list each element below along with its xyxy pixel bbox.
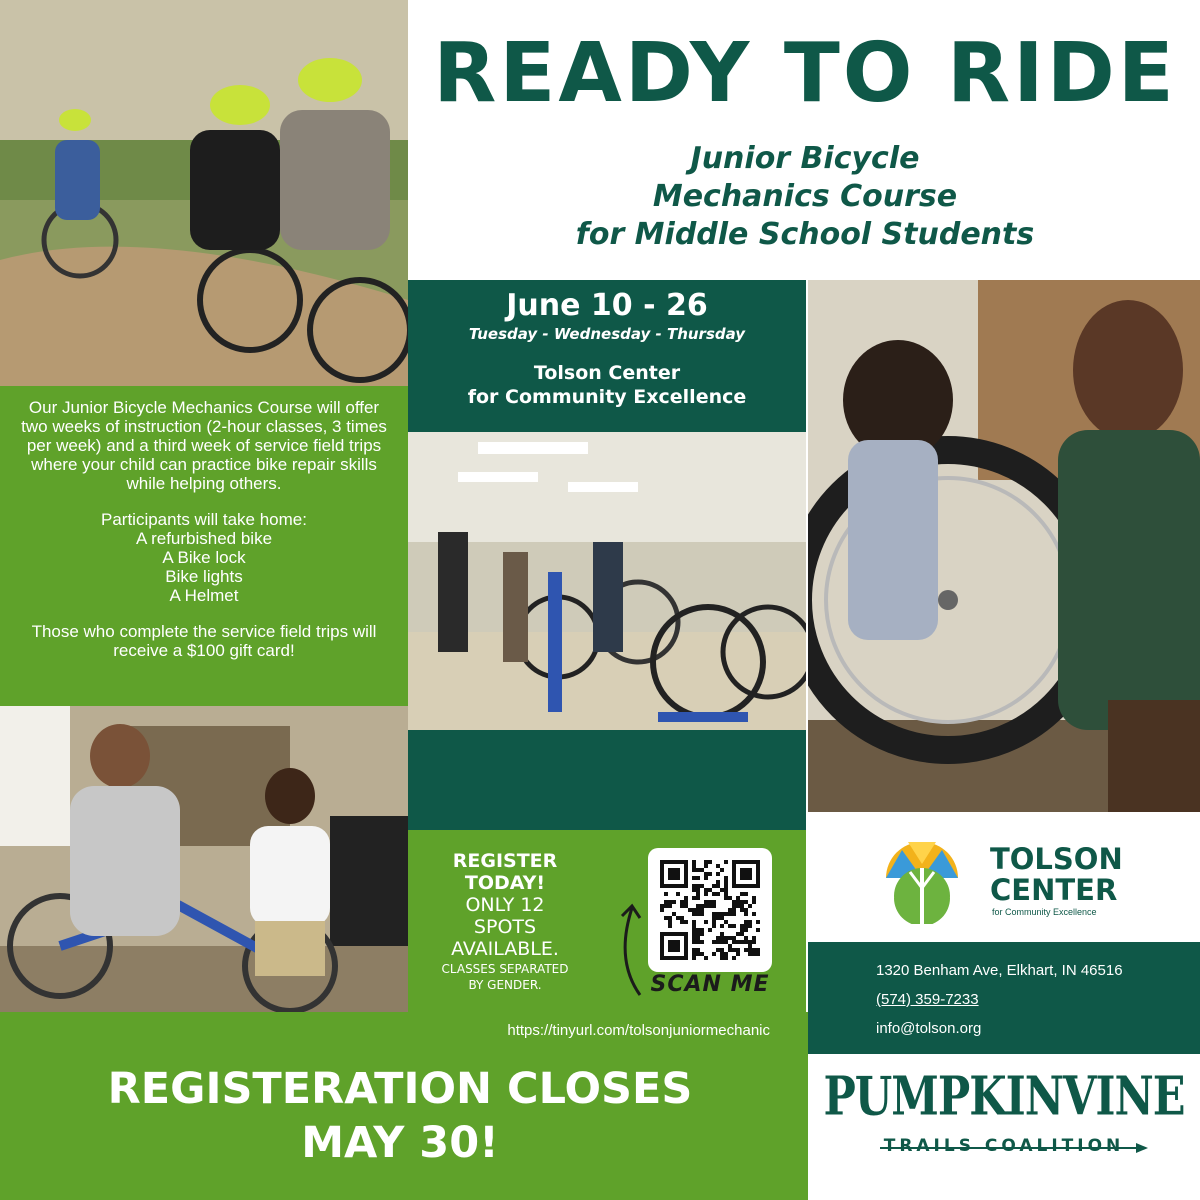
closes-line-2: MAY 30! (301, 1118, 499, 1168)
register-callout (440, 850, 570, 992)
tolson-name-line-2: CENTER (990, 873, 1118, 907)
closes-line-1: REGISTERATION CLOSES (107, 1064, 693, 1114)
qr-code-icon (660, 860, 760, 960)
trail-arrow-icon (880, 1140, 1150, 1150)
qr-code[interactable] (648, 848, 772, 972)
subtitle-line-2: Mechanics Course (652, 179, 958, 214)
riding-photo (0, 0, 408, 386)
course-days: Tuesday - Wednesday - Thursday (468, 325, 746, 343)
description-intro: Our Junior Bicycle Mechanics Course will offer two weeks of instruction (2-hour classes, 3 times per week) and a third week of service field trips where your child can practice bike repair skills while helping others. (21, 398, 387, 493)
contact-panel (808, 942, 1200, 1054)
course-subtitle (420, 140, 1190, 254)
workshop-photo (408, 432, 806, 730)
register-note-1: CLASSES SEPARATED (441, 962, 569, 976)
pumpkinvine-name: PUMPKINVINE (823, 1065, 1185, 1129)
tolson-tagline: for Community Excellence (992, 907, 1097, 917)
takehome-item: A refurbished bike (135, 529, 273, 548)
register-note-2: BY GENDER. (468, 978, 542, 992)
scan-me-label: SCAN ME (650, 972, 770, 997)
registration-closes (30, 1062, 770, 1170)
takehome-list (16, 510, 392, 605)
course-dates: June 10 - 26 (506, 288, 708, 323)
takehome-item: Bike lights (165, 567, 243, 586)
course-description (0, 386, 408, 706)
repair-photo (808, 280, 1200, 812)
tolson-name (990, 844, 1123, 906)
subtitle-line-1: Junior Bicycle (690, 141, 920, 176)
tolson-name-line-1: TOLSON (990, 842, 1123, 876)
register-line-5: AVAILABLE. (451, 938, 559, 960)
location-line-1: Tolson Center (533, 362, 681, 384)
register-line-1: REGISTER (452, 850, 558, 872)
takehome-item: A Helmet (169, 586, 239, 605)
register-link[interactable]: https://tinyurl.com/tolsonjuniormechanic (507, 1022, 770, 1039)
page-title: READY TO RIDE (433, 26, 1177, 121)
email[interactable]: info@tolson.org (876, 1020, 982, 1037)
address: 1320 Benham Ave, Elkhart, IN 46516 (876, 962, 1123, 979)
register-line-2: TODAY! (464, 872, 546, 894)
pumpkinvine-logo (808, 1056, 1200, 1200)
phone-link[interactable]: (574) 359-7233 (876, 991, 979, 1008)
register-line-4: SPOTS (473, 916, 537, 938)
takehome-heading: Participants will take home: (101, 510, 307, 529)
register-line-3: ONLY 12 (465, 894, 545, 916)
arrow-icon (610, 900, 650, 1000)
subtitle-line-3: for Middle School Students (575, 217, 1035, 252)
boys-photo (0, 706, 408, 1012)
pumpkinvine-tagline: TRAILS COALITION (883, 1136, 1125, 1156)
schedule-info (408, 280, 806, 430)
tolson-logo-icon (872, 838, 972, 924)
takehome-item: A Bike lock (162, 548, 246, 567)
giftcard-note: Those who complete the service field trips will receive a $100 gift card! (31, 622, 377, 660)
location-line-2: for Community Excellence (467, 386, 747, 408)
